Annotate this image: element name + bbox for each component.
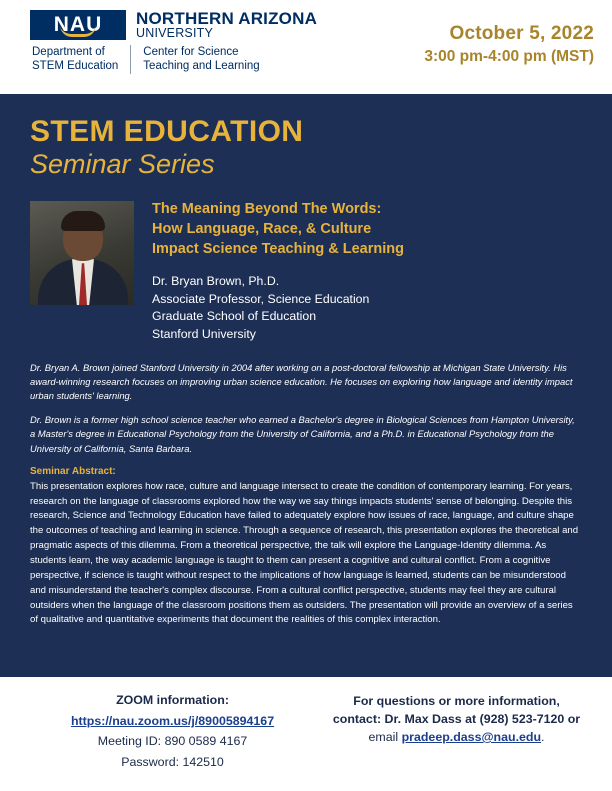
bio-paragraph-1: Dr. Bryan A. Brown joined Stanford University in 2004 after working on a post-doctoral fellowship at Michigan State University. His award-winning research focuses on improving urban science education. He focuses on exploring how language and identity impact urban students' learning.	[30, 362, 573, 402]
department-name-line2: STEM Education	[32, 60, 119, 73]
contact-line-1: contact: Dr. Max Dass at (928) 523-7120 or	[332, 711, 581, 726]
contact-line-2	[323, 729, 590, 747]
abstract-body: This presentation explores how race, culture and language intersect to create the condition of contemporary learning. For years, research on the language of classrooms explored how the way we say things impacts students' sense of belonging. Despite this research, Science and Technology Education have failed to adequately explore how issues of race, language, and culture shape the outcomes of teaching and learning in science. Through a sequence of research, this presentation explores the theoretical and pragmatic aspects of this dilemma. From a theoretical perspective, the talk will explore the Language-Identity dilemma. As students learn, the way academic language is taught to them can present a cognitive and cultural conflict. From a cognitive perspective, if science is taught without respect to the implications of how language is learned, students can be misunderstood and misunderstand the teacher's complex discourse. From a cultural conflict perspective, students may feel they are cultural outsiders when the language of the classroom positions them as outsiders. The presentation will provide an overview of a series of qualitative and quantitative experiments that document the realities of this complex interaction.	[30, 480, 579, 626]
nau-logo-mark	[30, 10, 126, 40]
center-name-line2: Teaching and Learning	[143, 60, 260, 73]
zoom-meeting-id: Meeting ID: 890 0589 4167	[97, 734, 248, 749]
event-date: October 5, 2022	[449, 23, 594, 44]
contact-email-link[interactable]: pradeep.dass@nau.edu	[401, 729, 542, 744]
speaker-name: Dr. Bryan Brown, Ph.D.	[152, 274, 280, 289]
header	[0, 0, 612, 94]
zoom-heading: ZOOM information:	[116, 693, 229, 707]
center-name-line1: Center for Science	[143, 46, 239, 59]
department-name-line1: Department of	[32, 46, 105, 59]
event-datetime	[424, 10, 594, 66]
speaker-institution: Stanford University	[152, 326, 256, 341]
speaker-role: Associate Professor, Science Education	[152, 291, 370, 306]
zoom-link[interactable]: https://nau.zoom.us/j/89005894167	[70, 713, 275, 728]
zoom-info	[22, 691, 323, 791]
center-name	[130, 45, 259, 74]
footer	[0, 677, 612, 791]
nau-logo-block	[30, 10, 317, 74]
university-name-line1: NORTHERN ARIZONA	[136, 9, 318, 28]
nau-logo	[30, 10, 317, 40]
department-name	[32, 45, 130, 74]
speaker-details	[152, 273, 582, 343]
nau-logo-letters: NAU	[53, 13, 103, 37]
zoom-password: Password: 142510	[121, 754, 224, 769]
speaker-bio	[30, 361, 582, 456]
talk-title-line1: The Meaning Beyond The Words:	[152, 201, 382, 218]
series-subtitle: Seminar Series	[30, 148, 215, 179]
university-name-line2: UNIVERSITY	[136, 26, 214, 41]
main-panel	[0, 94, 612, 677]
speaker-school: Graduate School of Education	[152, 309, 317, 324]
abstract-heading: Seminar Abstract:	[30, 465, 116, 477]
talk-title	[152, 199, 582, 259]
talk-text	[152, 197, 582, 343]
contact-email-prefix: email	[368, 729, 402, 744]
contact-info	[323, 691, 590, 791]
photo-hair	[61, 211, 105, 231]
speaker-photo	[30, 201, 134, 305]
unit-names	[32, 45, 317, 74]
event-time: 3:00 pm-4:00 pm (MST)	[424, 48, 594, 65]
contact-heading: For questions or more information,	[353, 694, 560, 708]
series-title: STEM EDUCATION	[30, 115, 304, 148]
bio-paragraph-2: Dr. Brown is a former high school science teacher who earned a Bachelor's degree in Biological Sciences from Hampton University, a Master's degree in Educational Psychology from the University of California, and a Ph.D. in Educational Psychology from the University of California, Santa Barbara.	[30, 414, 575, 454]
talk-title-line2: How Language, Race, & Culture	[152, 221, 372, 238]
talk-title-line3: Impact Science Teaching & Learning	[152, 241, 404, 258]
university-name	[136, 10, 317, 40]
contact-email-suffix: .	[541, 729, 545, 744]
talk-row	[30, 197, 582, 343]
